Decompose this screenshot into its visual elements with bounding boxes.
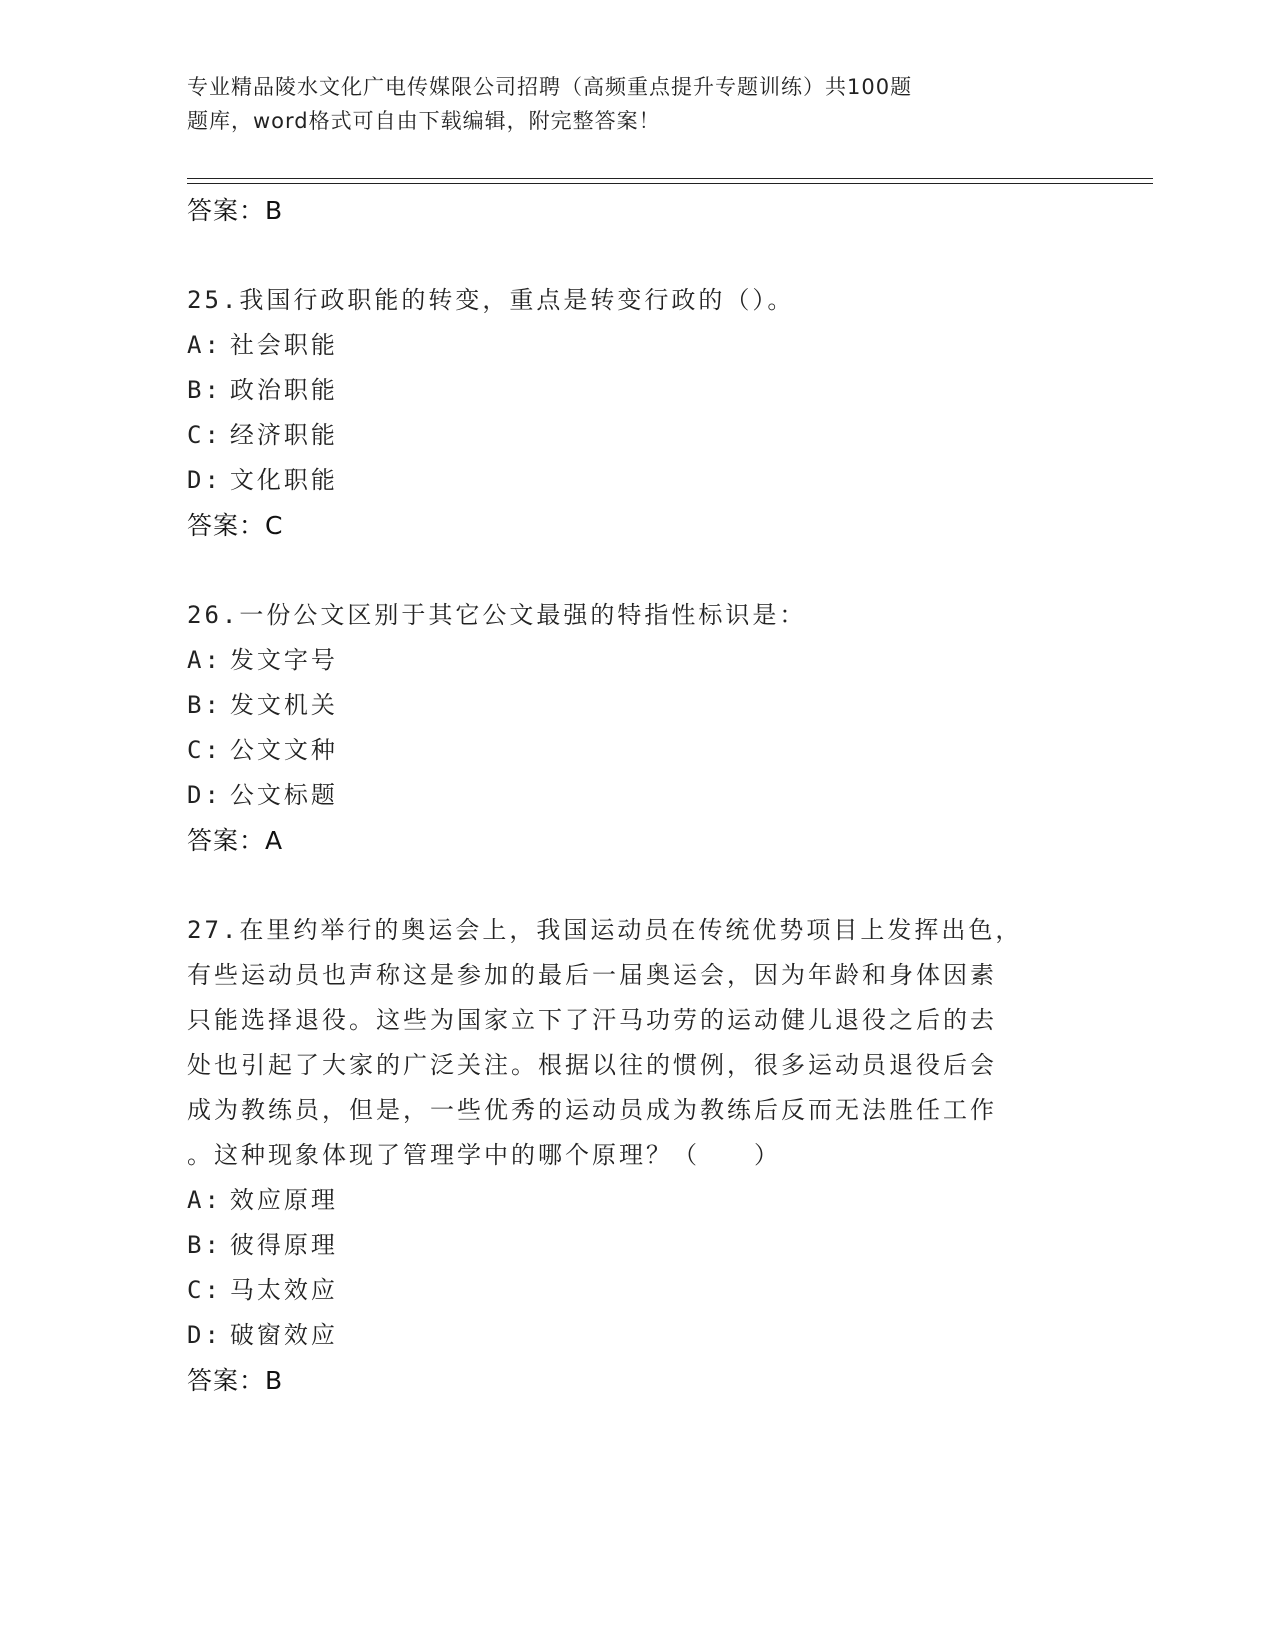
option-key: A: bbox=[187, 331, 222, 359]
option-d bbox=[187, 458, 1067, 503]
option-key: A: bbox=[187, 1186, 222, 1214]
question-line: 26.一份公文区别于其它公文最强的特指性标识是： bbox=[187, 601, 807, 629]
question-stem bbox=[187, 278, 1067, 323]
question-line: 25.我国行政职能的转变，重点是转变行政的（）。 bbox=[187, 286, 795, 314]
option-text: 经济职能 bbox=[229, 421, 338, 449]
option-text: 发文机关 bbox=[229, 691, 338, 719]
page-header bbox=[187, 70, 1047, 138]
option-key: B: bbox=[187, 691, 222, 719]
question-stem bbox=[187, 908, 1067, 1178]
option-key: C: bbox=[187, 1276, 222, 1304]
option-text: 效应原理 bbox=[229, 1186, 338, 1214]
option-a bbox=[187, 1178, 1067, 1223]
option-a bbox=[187, 638, 1067, 683]
option-text: 马太效应 bbox=[229, 1276, 338, 1304]
option-key: D: bbox=[187, 466, 222, 494]
header-divider-top bbox=[187, 178, 1153, 179]
option-text: 破窗效应 bbox=[229, 1321, 338, 1349]
answer-line: 答案：B bbox=[187, 1366, 284, 1395]
option-key: D: bbox=[187, 1321, 222, 1349]
header-title-line-2: 题库，word格式可自由下载编辑，附完整答案！ bbox=[187, 109, 661, 133]
question-27 bbox=[187, 908, 1067, 1404]
option-key: C: bbox=[187, 736, 222, 764]
question-line: 有些运动员也声称这是参加的最后一届奥运会，因为年龄和身体因素 bbox=[187, 961, 997, 989]
option-text: 政治职能 bbox=[229, 376, 338, 404]
question-stem bbox=[187, 593, 1067, 638]
option-key: D: bbox=[187, 781, 222, 809]
answer-line: 答案：A bbox=[187, 826, 284, 855]
question-line: 处也引起了大家的广泛关注。根据以往的惯例，很多运动员退役后会 bbox=[187, 1051, 997, 1079]
option-b bbox=[187, 368, 1067, 413]
question-line: 只能选择退役。这些为国家立下了汗马功劳的运动健儿退役之后的去 bbox=[187, 1006, 997, 1034]
question-line: 。这种现象体现了管理学中的哪个原理？（ ） bbox=[187, 1141, 781, 1169]
option-key: A: bbox=[187, 646, 222, 674]
option-text: 公文文种 bbox=[229, 736, 338, 764]
option-b bbox=[187, 683, 1067, 728]
option-key: B: bbox=[187, 1231, 222, 1259]
option-a bbox=[187, 323, 1067, 368]
option-d bbox=[187, 773, 1067, 818]
option-text: 彼得原理 bbox=[229, 1231, 338, 1259]
option-d bbox=[187, 1313, 1067, 1358]
option-text: 公文标题 bbox=[229, 781, 338, 809]
option-c bbox=[187, 1268, 1067, 1313]
question-line: 成为教练员，但是，一些优秀的运动员成为教练后反而无法胜任工作 bbox=[187, 1096, 997, 1124]
document-body bbox=[187, 188, 1067, 1404]
option-key: B: bbox=[187, 376, 222, 404]
option-text: 发文字号 bbox=[229, 646, 338, 674]
previous-answer: 答案：B bbox=[187, 196, 284, 225]
question-26 bbox=[187, 593, 1067, 864]
answer-line: 答案：C bbox=[187, 511, 284, 540]
question-line: 27.在里约举行的奥运会上，我国运动员在传统优势项目上发挥出色， bbox=[187, 916, 1023, 944]
option-b bbox=[187, 1223, 1067, 1268]
option-text: 文化职能 bbox=[229, 466, 338, 494]
option-key: C: bbox=[187, 421, 222, 449]
question-25 bbox=[187, 278, 1067, 549]
option-c bbox=[187, 413, 1067, 458]
header-divider-bottom bbox=[187, 183, 1153, 184]
header-title-line-1: 专业精品陵水文化广电传媒限公司招聘（高频重点提升专题训练）共100题 bbox=[187, 75, 913, 99]
option-c bbox=[187, 728, 1067, 773]
option-text: 社会职能 bbox=[229, 331, 338, 359]
